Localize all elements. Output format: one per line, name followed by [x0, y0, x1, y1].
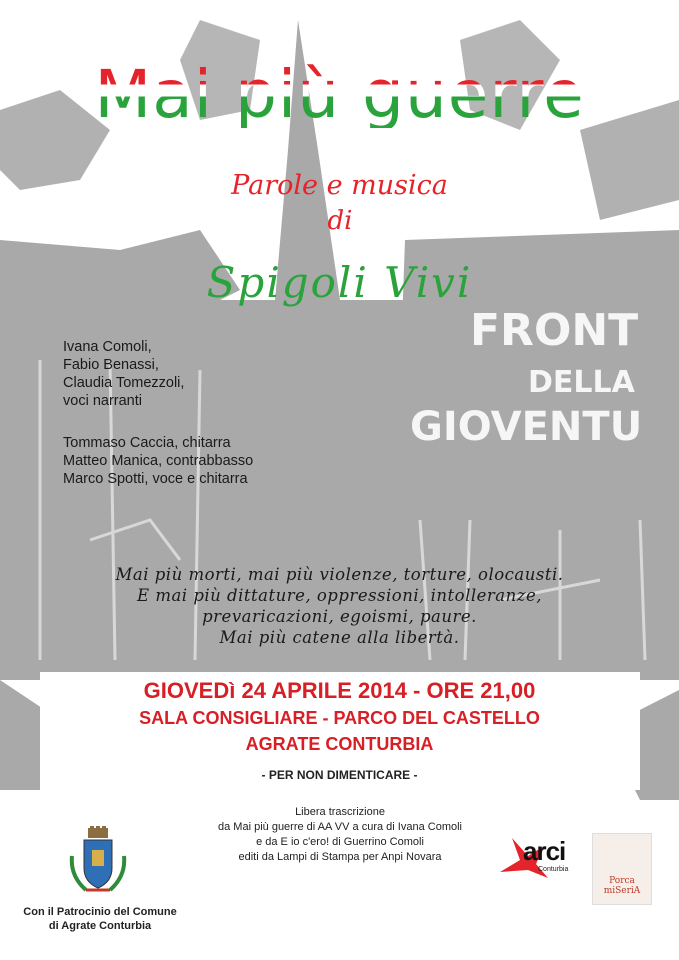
porca-line: miSeriA	[603, 886, 641, 896]
subtitle-words-music: Parole e musica	[231, 170, 448, 201]
arci-logo-text: arci	[523, 836, 566, 866]
quote-line: E mai più dittature, oppressioni, intolleranze,	[137, 586, 542, 605]
patronage	[0, 905, 200, 933]
credits	[150, 805, 530, 865]
poster-title: Mai più guerre	[0, 62, 679, 128]
narrators-list	[63, 338, 184, 410]
banner-text-line2: DELLA	[528, 365, 635, 400]
quote	[0, 564, 679, 648]
event-town: AGRATE CONTURBIA	[245, 734, 434, 754]
event-date-time: GIOVEDì 24 APRILE 2014 - ORE 21,00	[143, 678, 536, 703]
credits-line: editi da Lampi di Stampa per Anpi Novara	[238, 851, 442, 863]
arci-logo-subtext: Conturbia	[538, 866, 569, 873]
band-name: Spigoli Vivi	[206, 258, 473, 307]
quote-line: Mai più catene alla libertà.	[219, 628, 460, 647]
cast-line: Claudia Tomezzoli,	[63, 375, 185, 391]
porca-miseria-text	[592, 876, 652, 896]
banner-text-line3: GIOVENTU	[410, 404, 643, 450]
credits-line: Libera trascrizione	[295, 806, 385, 818]
subtitle-by: di	[327, 206, 353, 236]
patronage-line: di Agrate Conturbia	[48, 920, 152, 932]
municipal-crest-icon	[66, 826, 130, 898]
event-venue: SALA CONSIGLIARE - PARCO DEL CASTELLO	[139, 708, 540, 728]
cast-line: voci narranti	[63, 393, 142, 409]
cast-line: Tommaso Caccia, chitarra	[63, 435, 231, 451]
quote-line: prevaricazioni, egoismi, paure.	[202, 607, 477, 626]
motto: - PER NON DIMENTICARE -	[261, 768, 418, 782]
cast-line: Ivana Comoli,	[63, 339, 152, 355]
patronage-line: Con il Patrocinio del Comune	[23, 906, 177, 918]
musicians-list	[63, 434, 253, 488]
cast-line: Marco Spotti, voce e chitarra	[63, 471, 248, 487]
cast-line: Fabio Benassi,	[63, 357, 159, 373]
quote-line: Mai più morti, mai più violenze, torture, olocausti.	[115, 565, 564, 584]
credits-line: da Mai più guerre di AA VV a cura di Ivana Comoli	[218, 821, 462, 833]
credits-line: e da E io c'ero! di Guerrino Comoli	[256, 836, 424, 848]
banner-text-line1: FRONT	[470, 305, 639, 356]
cast-line: Matteo Manica, contrabbasso	[63, 453, 254, 469]
porca-line: Porca	[609, 876, 635, 886]
